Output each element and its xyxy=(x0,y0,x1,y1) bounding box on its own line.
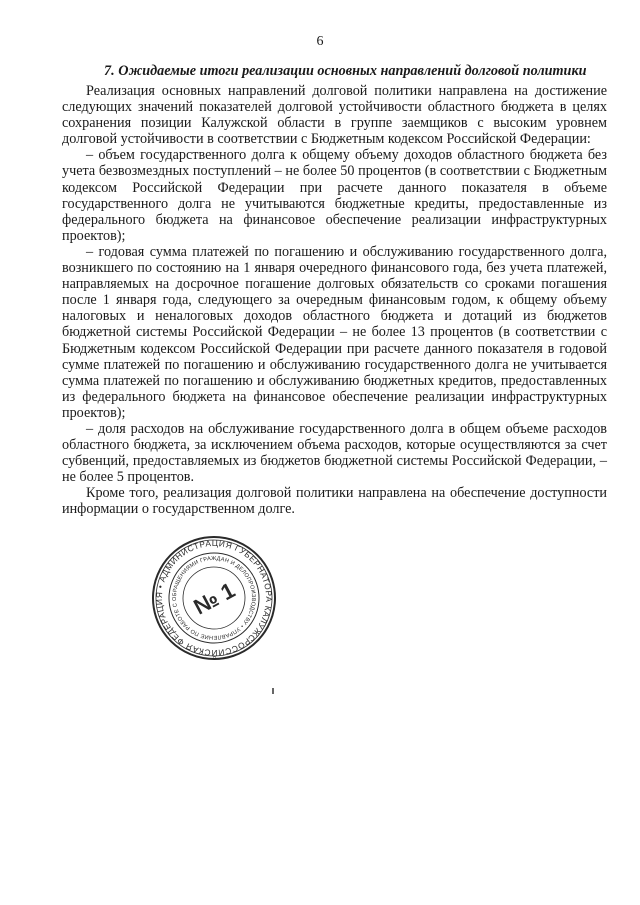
paragraph-service-costs: – доля расходов на обслуживание государственного долга в общем объеме расходов областного бюджета, за исключением объема расходов, которые осуществляются за счет субвенций, предоставляемых из бюджетов бюджетной системы Российской Федерации, – не более 5 процентов. xyxy=(62,420,607,486)
seal-graphic xyxy=(150,534,278,662)
paragraph-annual-payments: – годовая сумма платежей по погашению и обслуживанию государственного долга, возникшего по состоянию на 1 января очередного финансового года, без учета платежей, направляемых на досрочное погашение долговых обязательств со сроками погашения после 1 января года, следующего за очередным финансовым годом, к общему объему налоговых и неналоговых доходов областного бюджета и дотаций из бюджетов бюджетной системы Российской Федерации – не более 13 процентов (в соответствии с Бюджетным кодексом Российской Федерации при расчете данного показателя в годовой сумме платежей по погашению и обслуживанию государственного долга не учитывается сумма платежей по погашению и обслуживанию бюджетных кредитов, предоставленных из федерального бюджета на финансовое обеспечение реализации инфраструктурных проектов); xyxy=(62,243,607,421)
page-number: 6 xyxy=(316,34,324,49)
section-body xyxy=(62,83,607,518)
seal-center-number: № 1 xyxy=(189,577,240,620)
seal-inner-text: УПРАВЛЕНИЕ ПО РАБОТЕ С ОБРАЩЕНИЯМИ ГРАЖДАН И ДЕЛОПРОИЗВОДСТВУ • xyxy=(171,555,257,641)
section-heading: 7. Ожидаемые итоги реализации основных направлений долговой политики xyxy=(104,63,587,79)
paragraph-debt-to-revenue: – объем государственного долга к общему объему доходов областного бюджета без учета безвозмездных поступлений – не более 50 процентов (в соответствии с Бюджетным кодексом Российской Федерации при расчете данного показателя в объеме государственного долга не учитываются бюджетные кредиты, предоставленные из федерального бюджета на финансовое обеспечение реализации инфраструктурных проектов); xyxy=(62,147,607,244)
scan-artifact-mark xyxy=(272,688,274,694)
seal-outer-text: РОССИЙСКАЯ ФЕДЕРАЦИЯ • АДМИНИСТРАЦИЯ ГУБЕРНАТОРА КАЛУЖСКОЙ xyxy=(153,537,275,659)
official-seal-stamp xyxy=(150,534,278,662)
paragraph-transparency: Кроме того, реализация долговой политики направлена на обеспечение доступности информации о государственном долге. xyxy=(62,485,607,518)
paragraph-intro: Реализация основных направлений долговой политики направлена на достижение следующих значений показателей долговой устойчивости областного бюджета в целях сохранения позиции Калужской области в группе заемщиков с высоким уровнем долговой устойчивости в соответствии с Бюджетным кодексом Российской Федерации: xyxy=(62,83,607,148)
